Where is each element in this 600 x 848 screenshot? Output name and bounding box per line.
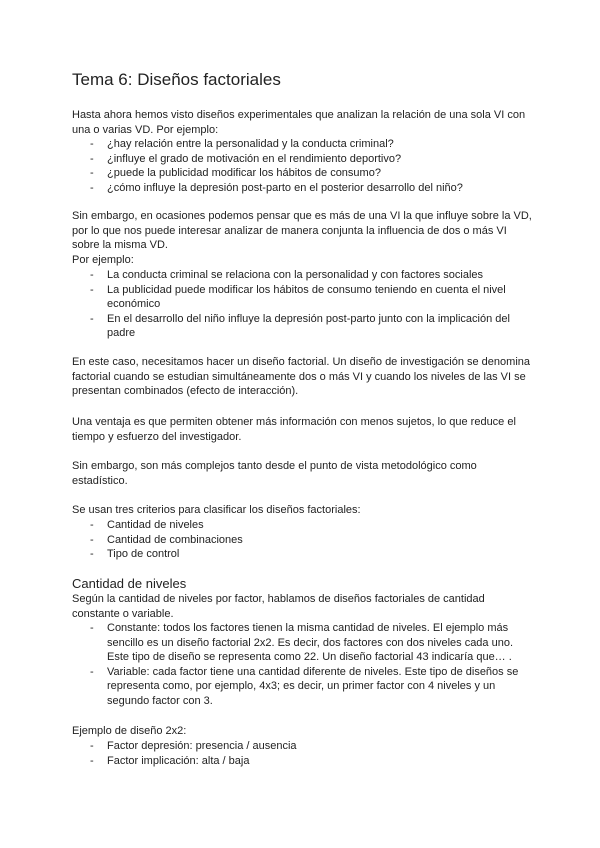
list-item: - Variable: cada factor tiene una cantidad diferente de niveles. Este tipo de diseños se representa como, por ejemplo, 4x3; es decir, un primer factor con 4 niveles y un segundo factor con 3.: [90, 665, 519, 707]
niveles-list: [72, 621, 532, 709]
page-title: Tema 6: Diseños factoriales: [72, 70, 281, 89]
factorial-definition-paragraph: En este caso, necesitamos hacer un diseño factorial. Un diseño de investigación se denomina factorial cuando se estudian simultáneamente dos o más VI y cuando los niveles de las VI se presentan combinados (efecto de interacción).: [72, 356, 530, 398]
list-item: - Cantidad de combinaciones: [90, 533, 243, 546]
list-item: - Cantidad de niveles: [90, 519, 204, 531]
intro-question-list: [72, 137, 532, 195]
list-item: - Constante: todos los factores tienen la misma cantidad de niveles. El ejemplo más sencillo es un diseño factorial 2x2. Es decir, dos factores con dos niveles cada uno. Este tipo de diseño se representa como 22. Un diseño factorial 43 indicaría que… .: [90, 622, 514, 664]
list-item: - La publicidad puede modificar los hábitos de consumo teniendo en cuenta el nivel económico: [90, 283, 506, 311]
advantage-paragraph: Una ventaja es que permiten obtener más información con menos sujetos, lo que reduce el tiempo y esfuerzo del investigador.: [72, 416, 516, 443]
list-item: - Factor depresión: presencia / ausencia: [90, 740, 297, 752]
list-item: - ¿cómo influye la depresión post-parto en el posterior desarrollo del niño?: [90, 181, 463, 194]
niveles-paragraph: Según la cantidad de niveles por factor, hablamos de diseños factoriales de cantidad constante o variable.: [72, 593, 485, 620]
list-item: - Tipo de control: [90, 548, 180, 561]
list-item: - ¿hay relación entre la personalidad y la conducta criminal?: [90, 138, 394, 150]
example-2x2-list: [72, 739, 532, 768]
list-item: - ¿puede la publicidad modificar los hábitos de consumo?: [90, 167, 381, 180]
section-heading-niveles: Cantidad de niveles: [72, 576, 187, 591]
criteria-list: [72, 518, 532, 562]
intro-paragraph: Hasta ahora hemos visto diseños experimentales que analizan la relación de una sola VI con una o varias VD. Por ejemplo:: [72, 109, 526, 136]
multi-vi-example-list: [72, 268, 532, 341]
example-label: Por ejemplo:: [72, 254, 134, 266]
complexity-paragraph: Sin embargo, son más complejos tanto desde el punto de vista metodológico como estadístico.: [72, 460, 477, 487]
list-item: - La conducta criminal se relaciona con la personalidad y con factores sociales: [90, 269, 484, 281]
list-item: - En el desarrollo del niño influye la depresión post-parto junto con la implicación del padre: [90, 312, 510, 340]
multi-vi-paragraph: Sin embargo, en ocasiones podemos pensar que es más de una VI la que influye sobre la VD, por lo que nos puede interesar analizar de manera conjunta la influencia de dos o más VI sobre la misma VD.: [72, 210, 532, 252]
list-item: - ¿influye el grado de motivación en el rendimiento deportivo?: [90, 152, 402, 165]
criteria-intro-paragraph: Se usan tres criterios para clasificar los diseños factoriales:: [72, 504, 361, 516]
example-2x2-label: Ejemplo de diseño 2x2:: [72, 725, 187, 737]
list-item: - Factor implicación: alta / baja: [90, 754, 250, 767]
